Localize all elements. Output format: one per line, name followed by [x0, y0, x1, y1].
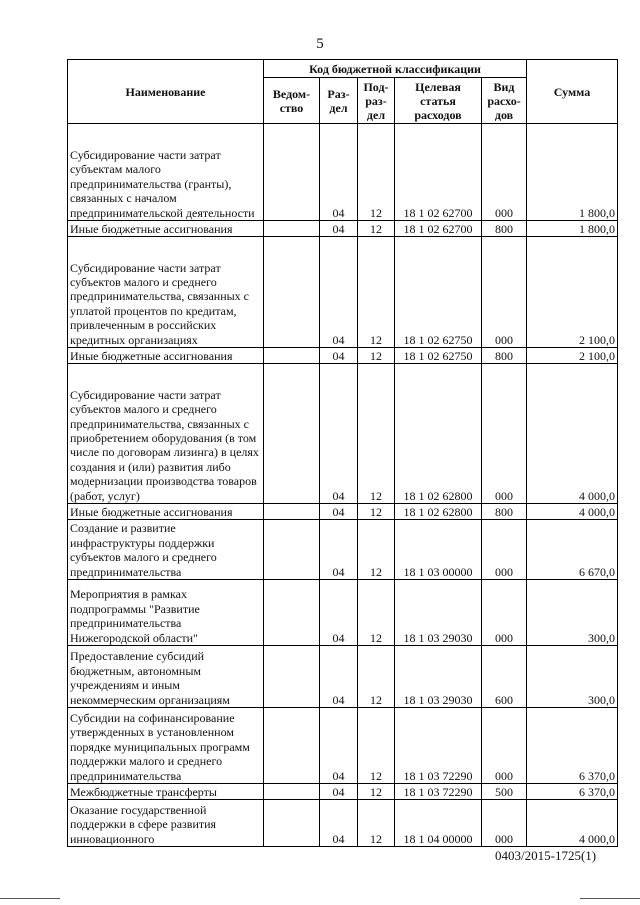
- table-row: [68, 580, 618, 646]
- row-summa: 2 100,0: [527, 348, 618, 364]
- row-vid: 000: [482, 124, 527, 221]
- row-razdel: 04: [320, 348, 358, 364]
- row-razdel: 04: [320, 708, 358, 784]
- page-number: 5: [316, 36, 324, 52]
- table-row: [68, 504, 618, 520]
- row-vid: 600: [482, 646, 527, 708]
- table-row: [68, 784, 618, 800]
- table-row: [68, 800, 618, 847]
- row-vedomstvo: [264, 580, 320, 646]
- row-tselevaya: 18 1 02 62800: [395, 364, 482, 504]
- row-summa: 4 000,0: [527, 364, 618, 504]
- row-name: Межбюджетные трансферты: [68, 784, 264, 800]
- row-summa: 300,0: [527, 646, 618, 708]
- row-razdel: 04: [320, 784, 358, 800]
- budget-table: [67, 59, 618, 847]
- table-row: [68, 124, 618, 221]
- row-vid: 000: [482, 237, 527, 348]
- row-podrazdel: 12: [358, 708, 395, 784]
- table-row: [68, 364, 618, 504]
- row-summa: 1 800,0: [527, 221, 618, 237]
- row-vedomstvo: [264, 504, 320, 520]
- row-vedomstvo: [264, 520, 320, 580]
- header-tselevaya: Целевая статья расходов: [395, 78, 482, 124]
- row-name: Создание и развитие инфраструктуры поддержки субъектов малого и среднего предпринимательства: [68, 520, 264, 580]
- scan-corner-mark: [580, 898, 640, 899]
- header-razdel: Раз-дел: [320, 78, 358, 124]
- row-name: Субсидирование части затрат субъектов малого и среднего предпринимательства, связанных с уплатой процентов по кредитам, привлеченным в российских кредитных организациях: [68, 237, 264, 348]
- row-podrazdel: 12: [358, 221, 395, 237]
- row-name: Мероприятия в рамках подпрограммы "Развитие предпринимательства Нижегородской области": [68, 580, 264, 646]
- row-tselevaya: 18 1 02 62750: [395, 348, 482, 364]
- row-name: Субсидирование части затрат субъектам малого предпринимательства (гранты), связанных с началом предпринимательской деятельности: [68, 124, 264, 221]
- row-podrazdel: 12: [358, 348, 395, 364]
- row-name: Иные бюджетные ассигнования: [68, 504, 264, 520]
- scan-corner-mark: [0, 898, 60, 899]
- header-name: Наименование: [68, 60, 264, 124]
- row-summa: 1 800,0: [527, 124, 618, 221]
- row-summa: 4 000,0: [527, 504, 618, 520]
- header-code-group: Код бюджетной классификации: [264, 60, 527, 78]
- header-podrazdel: Под-раз-дел: [358, 78, 395, 124]
- header-vid: Вид расхо-дов: [482, 78, 527, 124]
- row-tselevaya: 18 1 03 72290: [395, 708, 482, 784]
- row-podrazdel: 12: [358, 504, 395, 520]
- row-vedomstvo: [264, 784, 320, 800]
- row-tselevaya: 18 1 02 62800: [395, 504, 482, 520]
- row-name: Оказание государственной поддержки в сфере развития инновационного: [68, 800, 264, 847]
- table-row: [68, 708, 618, 784]
- row-razdel: 04: [320, 364, 358, 504]
- row-name: Субсидии на софинансирование утвержденных в установленном порядке муниципальных программ поддержки малого и среднего предпринимательства: [68, 708, 264, 784]
- row-podrazdel: 12: [358, 784, 395, 800]
- row-podrazdel: 12: [358, 364, 395, 504]
- row-vedomstvo: [264, 800, 320, 847]
- row-tselevaya: 18 1 03 29030: [395, 646, 482, 708]
- table-row: [68, 348, 618, 364]
- row-vid: 000: [482, 580, 527, 646]
- row-vedomstvo: [264, 708, 320, 784]
- row-vedomstvo: [264, 237, 320, 348]
- row-summa: 6 370,0: [527, 708, 618, 784]
- row-vid: 800: [482, 221, 527, 237]
- row-razdel: 04: [320, 124, 358, 221]
- row-podrazdel: 12: [358, 580, 395, 646]
- table-row: [68, 646, 618, 708]
- row-podrazdel: 12: [358, 124, 395, 221]
- row-tselevaya: 18 1 03 29030: [395, 580, 482, 646]
- row-podrazdel: 12: [358, 646, 395, 708]
- row-razdel: 04: [320, 646, 358, 708]
- table-row: [68, 237, 618, 348]
- row-razdel: 04: [320, 504, 358, 520]
- row-summa: 4 000,0: [527, 800, 618, 847]
- row-podrazdel: 12: [358, 800, 395, 847]
- row-name: Предоставление субсидий бюджетным, автономным учреждениям и иным некоммерческим организациям: [68, 646, 264, 708]
- row-vedomstvo: [264, 221, 320, 237]
- row-tselevaya: 18 1 02 62700: [395, 124, 482, 221]
- row-razdel: 04: [320, 580, 358, 646]
- document-code: 0403/2015-1725(1): [495, 848, 597, 863]
- table-row: [68, 520, 618, 580]
- row-tselevaya: 18 1 04 00000: [395, 800, 482, 847]
- row-razdel: 04: [320, 221, 358, 237]
- row-razdel: 04: [320, 800, 358, 847]
- row-vid: 800: [482, 504, 527, 520]
- row-vedomstvo: [264, 348, 320, 364]
- row-vedomstvo: [264, 646, 320, 708]
- table-row: [68, 221, 618, 237]
- row-tselevaya: 18 1 03 00000: [395, 520, 482, 580]
- row-tselevaya: 18 1 02 62700: [395, 221, 482, 237]
- row-tselevaya: 18 1 02 62750: [395, 237, 482, 348]
- row-vedomstvo: [264, 364, 320, 504]
- row-summa: 6 670,0: [527, 520, 618, 580]
- table-body: [68, 124, 618, 847]
- row-razdel: 04: [320, 237, 358, 348]
- row-podrazdel: 12: [358, 520, 395, 580]
- row-name: Иные бюджетные ассигнования: [68, 348, 264, 364]
- row-vid: 000: [482, 708, 527, 784]
- row-vid: 000: [482, 800, 527, 847]
- row-vid: 500: [482, 784, 527, 800]
- row-tselevaya: 18 1 03 72290: [395, 784, 482, 800]
- header-summa: Сумма: [527, 60, 618, 124]
- row-summa: 300,0: [527, 580, 618, 646]
- row-vid: 800: [482, 348, 527, 364]
- row-vid: 000: [482, 520, 527, 580]
- row-summa: 2 100,0: [527, 237, 618, 348]
- row-vid: 000: [482, 364, 527, 504]
- row-vedomstvo: [264, 124, 320, 221]
- row-podrazdel: 12: [358, 237, 395, 348]
- row-razdel: 04: [320, 520, 358, 580]
- row-name: Иные бюджетные ассигнования: [68, 221, 264, 237]
- row-name: Субсидирование части затрат субъектов малого и среднего предпринимательства, связанных с приобретением оборудования (в том числе по договорам лизинга) в целях создания и (или) развития либо модернизации производства товаров (работ, услуг): [68, 364, 264, 504]
- header-vedomstvo: Ведом-ство: [264, 78, 320, 124]
- row-summa: 6 370,0: [527, 784, 618, 800]
